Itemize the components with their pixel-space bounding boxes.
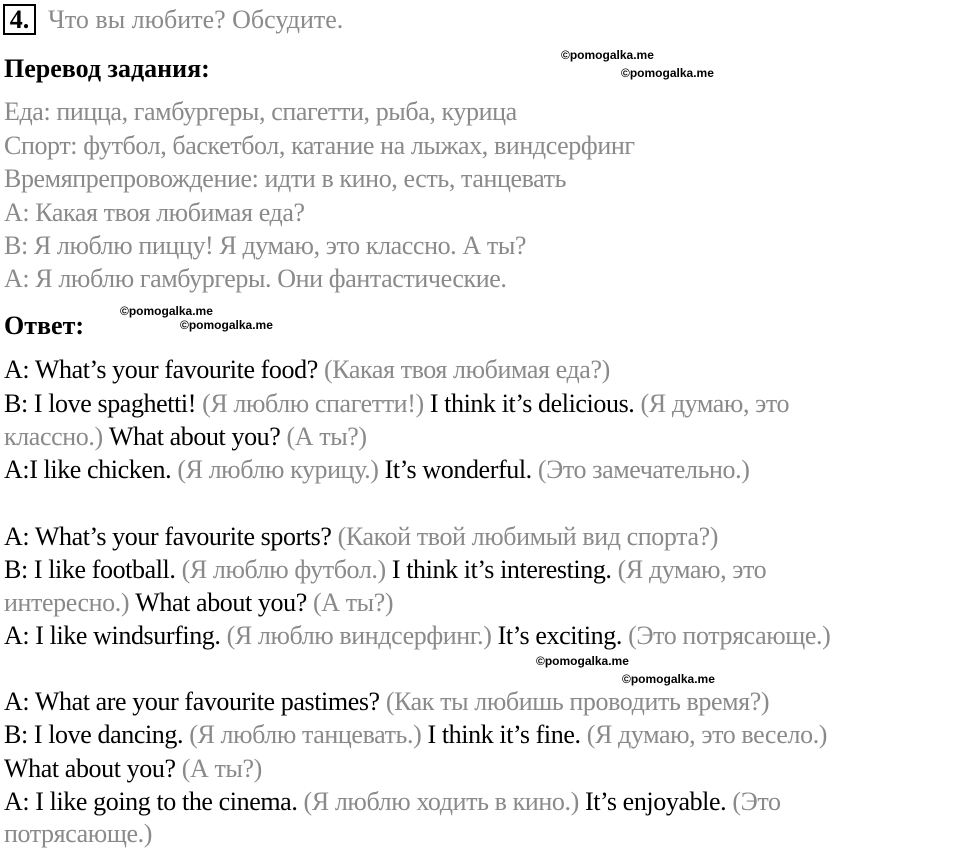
russian-translation: (Я люблю виндсерфинг.) [226,621,492,650]
dialogue-line [4,553,766,586]
dialogue-line [4,387,789,420]
english-text: I think it’s delicious. [429,389,635,418]
russian-translation: (Я люблю ходить в кино.) [303,787,579,816]
russian-translation: классно.) [4,422,103,451]
task-title: Что вы любите? Обсудите. [48,5,344,34]
russian-translation: (Я люблю курицу.) [177,455,379,484]
russian-translation: (Это замечательно.) [537,455,750,484]
russian-translation: (Это [732,787,781,816]
watermark: ©pomogalka.me [536,654,629,668]
english-text: A: What’s your favourite sports? [4,522,332,551]
dialogue-line [4,586,393,619]
english-text: It’s wonderful. [384,455,532,484]
translation-line: A: Какая твоя любимая еда? [4,198,305,227]
dialogue-line [4,353,610,386]
english-text: B: I like football. [4,555,176,584]
watermark: ©pomogalka.me [561,48,654,62]
russian-translation: (Какая твоя любимая еда?) [324,355,610,384]
russian-translation: интересно.) [4,588,130,617]
translation-line: A: Я люблю гамбургеры. Они фантастические. [4,264,507,293]
translation-line: Еда: пицца, гамбургеры, спагетти, рыба, курица [4,97,517,126]
english-text: A: What’s your favourite food? [4,355,318,384]
dialogue-line [4,685,769,718]
answer-heading: Ответ: [4,311,85,340]
english-text: A: What are your favourite pastimes? [4,687,380,716]
english-text: I think it’s fine. [427,720,581,749]
translation-line: B: Я люблю пиццу! Я думаю, это классно. А ты? [4,231,527,260]
dialogue-line [4,752,262,785]
watermark: ©pomogalka.me [621,66,714,80]
english-text: It’s enjoyable. [584,787,727,816]
english-text: I think it’s interesting. [391,555,612,584]
russian-translation: (А ты?) [286,422,367,451]
russian-translation: (Я думаю, это [640,389,790,418]
english-text: It’s exciting. [497,621,622,650]
dialogue-line [4,520,718,553]
translation-line: Времяпрепровождение: идти в кино, есть, танцевать [4,164,567,193]
english-text: B: I love spaghetti! [4,389,197,418]
english-text: A:I like chicken. [4,455,172,484]
english-text: A: I like going to the cinema. [4,787,298,816]
russian-translation: (А ты?) [181,754,262,783]
watermark: ©pomogalka.me [120,304,213,318]
russian-translation: (Как ты любишь проводить время?) [385,687,770,716]
dialogue-line [4,619,830,652]
russian-translation: (Это потрясающе.) [628,621,831,650]
english-text: What about you? [135,588,307,617]
dialogue-line [4,785,781,818]
translation-heading: Перевод задания: [4,54,210,83]
english-text: What about you? [4,754,176,783]
watermark: ©pomogalka.me [622,672,715,686]
watermark: ©pomogalka.me [180,318,273,332]
english-text: What about you? [108,422,281,451]
dialogue-line [4,453,750,486]
russian-translation: (Я думаю, это весело.) [586,720,828,749]
dialogue-line [4,718,827,751]
russian-translation: (Я люблю спагетти!) [202,389,424,418]
translation-line: Спорт: футбол, баскетбол, катание на лыжах, виндсерфинг [4,131,635,160]
dialogue-line [4,817,152,850]
english-text: B: I love dancing. [4,720,184,749]
russian-translation: (Я люблю танцевать.) [189,720,422,749]
english-text: A: I like windsurfing. [4,621,221,650]
russian-translation: (Я думаю, это [617,555,767,584]
russian-translation: (Я люблю футбол.) [181,555,386,584]
dialogue-line [4,420,367,453]
task-number-box: 4. [3,4,36,35]
russian-translation: потрясающе.) [4,819,152,848]
russian-translation: (А ты?) [312,588,394,617]
russian-translation: (Какой твой любимый вид спорта?) [337,522,718,551]
